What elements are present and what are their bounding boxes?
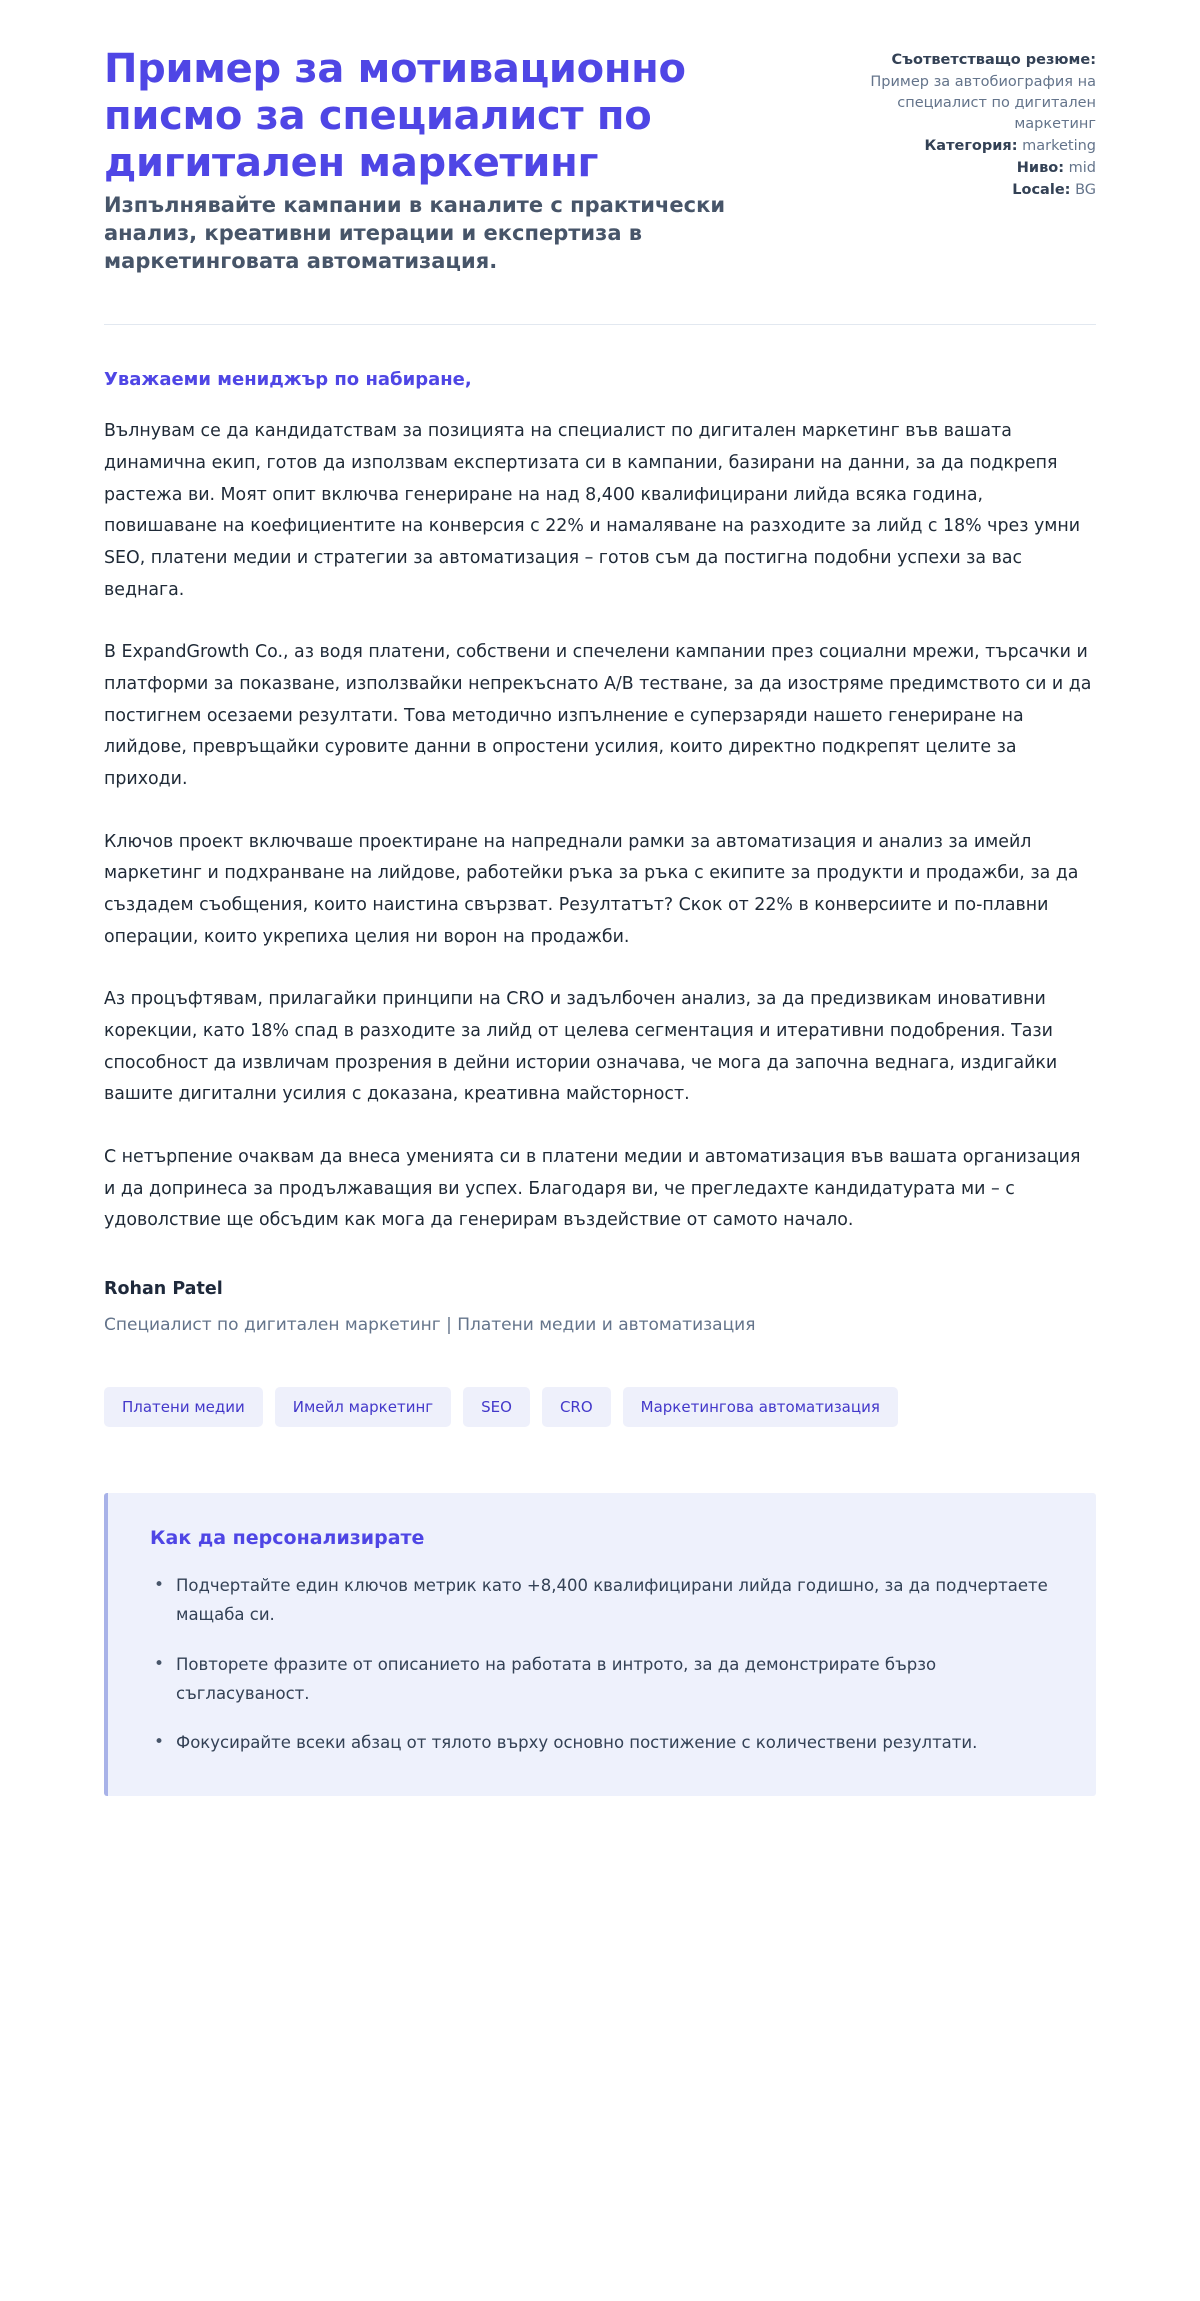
- page-title: Пример за мотивационно писмо за специалист по дигитален маркетинг: [104, 46, 686, 186]
- meta-level-value: mid: [1068, 160, 1096, 177]
- callout-list-item: • Повторете фразите от описанието на работата в интрото, за да демонстрирате бързо съгласуваност.: [172, 1650, 1054, 1709]
- personalization-callout: [104, 1493, 1096, 1796]
- cover-letter-body: [104, 325, 1096, 1796]
- meta-resume-label-text: Съответстващо резюме:: [891, 52, 1096, 68]
- skill-tag-list: [104, 1387, 1096, 1427]
- meta-locale: [836, 180, 1096, 201]
- meta-level-label: Ниво:: [1016, 160, 1065, 177]
- letter-paragraph: Аз процъфтявам, прилагайки принципи на CRO и задълбочен анализ, за да предизвикам иновативни корекции, като 18% спад в разходите за лийд от целева сегментация и итеративни подобрения. Тази способност да извличам прозрения в дейни истории означава, че мога да започна веднага, издигайки вашите дигитални усилия с доказана, креативна майсторност.: [104, 989, 1058, 1105]
- document-header: [104, 46, 1096, 276]
- meta-locale-label: Locale:: [1012, 182, 1071, 199]
- signature-name: Rohan Patel: [104, 1278, 223, 1299]
- header-title-block: [104, 46, 744, 276]
- meta-locale-value: BG: [1075, 182, 1096, 199]
- callout-list: [150, 1571, 1054, 1758]
- letter-paragraph: В ExpandGrowth Co., аз водя платени, собствени и спечелени кампании през социални мрежи, търсачки и платформи за показване, използвайки непрекъснато A/B тестване, за да изостряме предимството си и да постигнем осезаеми резултати. Това методично изпълнение е суперзаряди нашето генериране на лийдове, превръщайки суровите данни в опростени усилия, които директно подкрепят целите за приходи.: [104, 642, 1092, 789]
- callout-list-item: • Фокусирайте всеки абзац от тялото върху основно постижение с количествени резултати.: [172, 1728, 1054, 1757]
- page-subtitle: Изпълнявайте кампании в каналите с практически анализ, креативни итерации и експертиза в маркетинговата автоматизация.: [104, 193, 726, 274]
- skill-tag[interactable]: Маркетингова автоматизация: [623, 1387, 898, 1427]
- letter-greeting: Уважаеми мениджър по набиране,: [104, 369, 472, 391]
- letter-paragraph: Вълнувам се да кандидатствам за позицията на специалист по дигитален маркетинг във вашата динамична екип, готов да използвам експертизата си в кампании, базирани на данни, за да подкрепя растежа ви. Моят опит включва генериране на над 8,400 квалифицирани лийда всяка година, повишаване на коефициентите на конверсия с 22% и намаляване на разходите за лийд с 18% чрез умни SEO, платени медии и стратегии за автоматизация – готов съм да постигна подобни успехи за вас веднага.: [104, 421, 1081, 600]
- meta-resume-title: Пример за автобиография на специалист по дигитален маркетинг: [870, 74, 1096, 133]
- skill-tag[interactable]: Имейл маркетинг: [275, 1387, 451, 1427]
- callout-list-item: • Подчертайте един ключов метрик като +8,400 квалифицирани лийда годишно, за да подчертаете мащаба си.: [172, 1571, 1054, 1630]
- document-metadata: [836, 46, 1096, 201]
- skill-tag[interactable]: CRO: [542, 1387, 611, 1427]
- meta-category-label: Категория:: [924, 138, 1018, 155]
- signature-role: Специалист по дигитален маркетинг | Платени медии и автоматизация: [104, 1314, 756, 1335]
- meta-category: [836, 136, 1096, 157]
- skill-tag[interactable]: SEO: [463, 1387, 530, 1427]
- meta-level: [836, 158, 1096, 179]
- letter-signature: [104, 1279, 1096, 1335]
- page-bottom-spacer: [104, 1796, 1096, 1906]
- letter-paragraph: Ключов проект включваше проектиране на напреднали рамки за автоматизация и анализ за имейл маркетинг и подхранване на лийдове, работейки ръка за ръка с екипите за продукти и продажби, за да създадем съобщения, които наистина свързват. Резултатът? Скок от 22% в конверсиите и по-плавни операции, които укрепиха целия ни ворон на продажби.: [104, 831, 1079, 947]
- letter-paragraph: С нетърпение очаквам да внеса уменията си в платени медии и автоматизация във вашата организация и да допринеса за продължаващия ви успех. Благодаря ви, че прегледахте кандидатурата ми – с удоволствие ще обсъдим как мога да генерирам въздействие от самото начало.: [104, 1146, 1081, 1231]
- meta-resume-label: [836, 50, 1096, 71]
- meta-category-value: marketing: [1022, 138, 1096, 155]
- skill-tag[interactable]: Платени медии: [104, 1387, 263, 1427]
- callout-title: Как да персонализирате: [150, 1526, 425, 1549]
